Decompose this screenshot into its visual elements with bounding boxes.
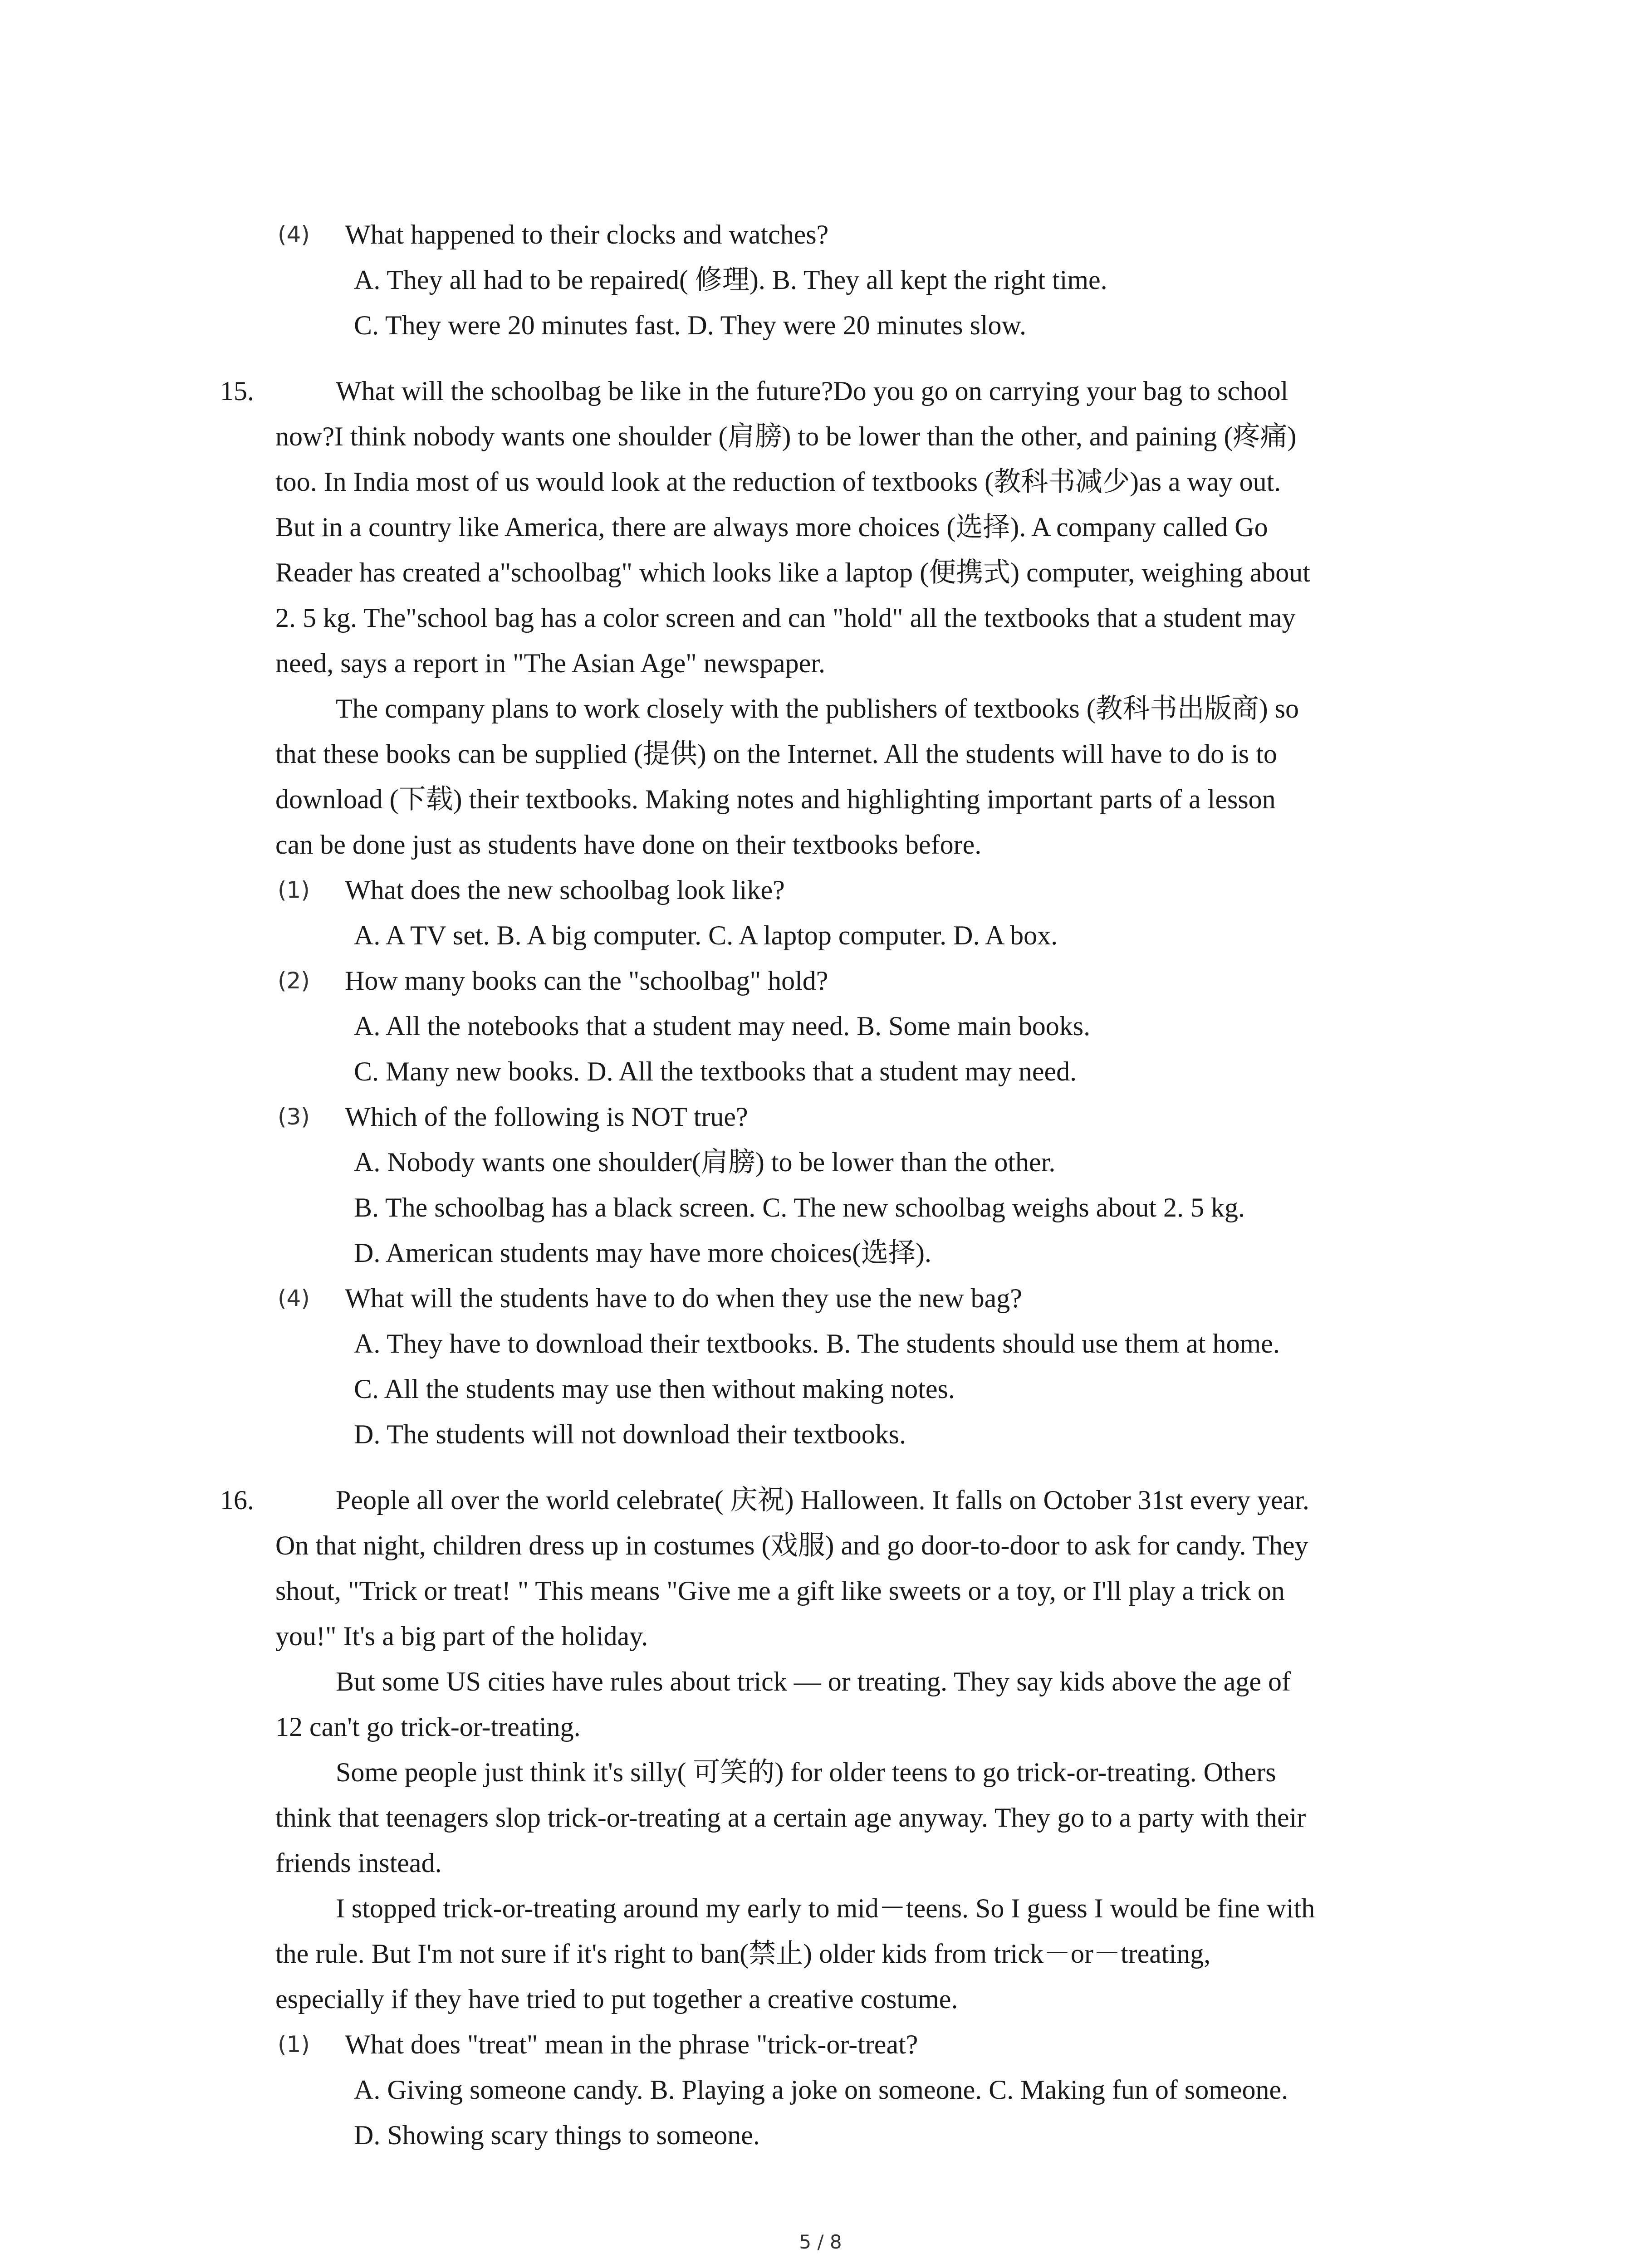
- passage-line: People all over the world celebrate( 庆祝) Halloween. It falls on October 31st every year.: [336, 1485, 1309, 1515]
- question-text: What does "treat" mean in the phrase "trick-or-treat?: [345, 2029, 918, 2059]
- option-line: D. The students will not download their textbooks.: [354, 1419, 906, 1449]
- option-line: A. All the notebooks that a student may need. B. Some main books.: [354, 1011, 1091, 1041]
- option-line: C. Many new books. D. All the textbooks that a student may need.: [354, 1056, 1077, 1086]
- passage-line: too. In India most of us would look at the reduction of textbooks (教科书减少)as a way out.: [275, 467, 1281, 497]
- question-number: (1): [278, 877, 310, 903]
- passage-line: think that teenagers slop trick-or-treating at a certain age anyway. They go to a party with their: [275, 1803, 1306, 1833]
- question-number: (3): [278, 1104, 310, 1130]
- question-number: (2): [278, 968, 310, 994]
- question-number: 15.: [220, 376, 254, 406]
- passage-line: now?I think nobody wants one shoulder (肩膀) to be lower than the other, and paining (疼痛): [275, 421, 1297, 451]
- question-number: (1): [278, 2031, 310, 2058]
- option-line: D. American students may have more choices(选择).: [354, 1238, 931, 1268]
- passage-line: But some US cities have rules about trick — or treating. They say kids above the age of: [336, 1667, 1291, 1696]
- option-line: B. The schoolbag has a black screen. C. The new schoolbag weighs about 2. 5 kg.: [354, 1193, 1245, 1222]
- question-text: What happened to their clocks and watches?: [345, 220, 829, 249]
- passage-line: What will the schoolbag be like in the future?Do you go on carrying your bag to school: [336, 376, 1288, 406]
- question-text: What does the new schoolbag look like?: [345, 875, 785, 905]
- passage-line: Some people just think it's silly( 可笑的) for older teens to go trick-or-treating. Others: [336, 1757, 1276, 1787]
- passage-line: On that night, children dress up in costumes (戏服) and go door-to-door to ask for candy. They: [275, 1530, 1308, 1560]
- page-number: 5 / 8: [799, 2231, 842, 2253]
- option-line: A. They all had to be repaired( 修理). B. They all kept the right time.: [354, 265, 1107, 295]
- passage-line: But in a country like America, there are always more choices (选择). A company called Go: [275, 512, 1268, 542]
- passage-line: 12 can't go trick-or-treating.: [275, 1712, 581, 1742]
- option-line: C. They were 20 minutes fast. D. They were 20 minutes slow.: [354, 310, 1026, 340]
- passage-line: can be done just as students have done on their textbooks before.: [275, 830, 982, 860]
- passage-line: 2. 5 kg. The"school bag has a color screen and can "hold" all the textbooks that a student may: [275, 603, 1296, 633]
- passage-line: friends instead.: [275, 1848, 442, 1878]
- question-text: Which of the following is NOT true?: [345, 1102, 748, 1132]
- passage-line: I stopped trick-or-treating around my early to mid－teens. So I guess I would be fine with: [336, 1893, 1315, 1923]
- question-text: How many books can the "schoolbag" hold?: [345, 966, 828, 996]
- passage-line: Reader has created a"schoolbag" which looks like a laptop (便携式) computer, weighing about: [275, 557, 1310, 587]
- option-line: D. Showing scary things to someone.: [354, 2120, 760, 2150]
- passage-line: download (下载) their textbooks. Making notes and highlighting important parts of a lesson: [275, 784, 1276, 814]
- question-number: 16.: [220, 1485, 254, 1515]
- passage-line: that these books can be supplied (提供) on the Internet. All the students will have to do is to: [275, 739, 1277, 769]
- passage-line: The company plans to work closely with the publishers of textbooks (教科书出版商) so: [336, 694, 1299, 723]
- passage-line: you!" It's a big part of the holiday.: [275, 1621, 648, 1651]
- option-line: C. All the students may use then without making notes.: [354, 1374, 955, 1404]
- option-line: A. They have to download their textbooks. B. The students should use them at home.: [354, 1329, 1280, 1359]
- option-line: A. Nobody wants one shoulder(肩膀) to be lower than the other.: [354, 1147, 1056, 1177]
- option-line: A. Giving someone candy. B. Playing a joke on someone. C. Making fun of someone.: [354, 2075, 1288, 2105]
- question-text: What will the students have to do when they use the new bag?: [345, 1283, 1022, 1313]
- option-line: A. A TV set. B. A big computer. C. A laptop computer. D. A box.: [354, 920, 1058, 950]
- passage-line: especially if they have tried to put together a creative costume.: [275, 1984, 958, 2014]
- passage-line: need, says a report in "The Asian Age" newspaper.: [275, 648, 825, 678]
- passage-line: shout, "Trick or treat! " This means "Give me a gift like sweets or a toy, or I'll play a trick on: [275, 1576, 1285, 1606]
- passage-line: the rule. But I'm not sure if it's right to ban(禁止) older kids from trick－or－treating,: [275, 1939, 1211, 1969]
- question-number: (4): [278, 221, 310, 248]
- question-number: (4): [278, 1285, 310, 1311]
